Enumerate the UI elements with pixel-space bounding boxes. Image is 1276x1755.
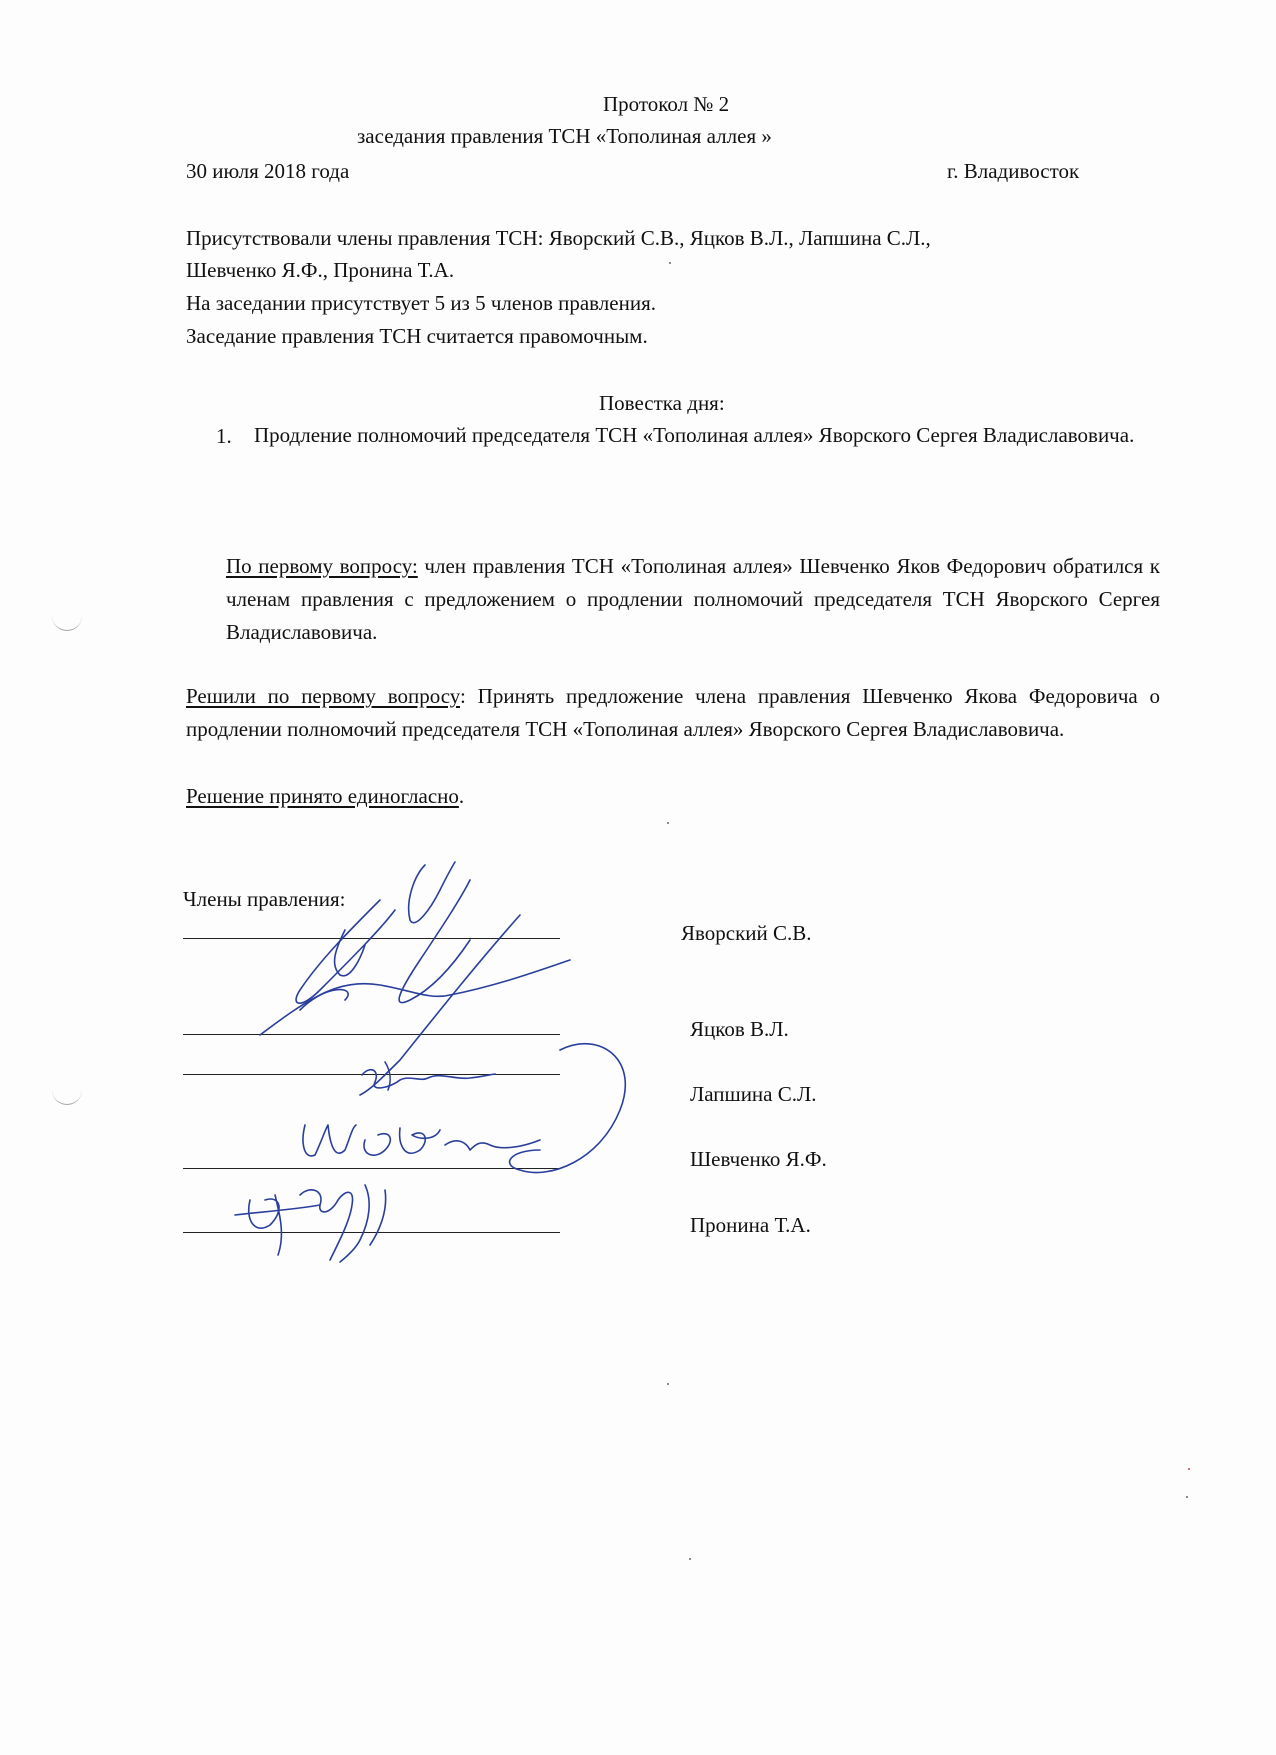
scan-speck <box>1186 1496 1188 1498</box>
attendance-line-2: Шевченко Я.Ф., Пронина Т.А. <box>186 258 455 282</box>
member-name: Лапшина С.Л. <box>690 1082 817 1106</box>
agenda-heading: Повестка дня: <box>599 391 725 415</box>
scan-speck <box>1188 1468 1190 1470</box>
signature-line <box>183 1074 560 1075</box>
agenda-item-text: Продление полномочий председателя ТСН «Тополиная аллея» Яворского Сергея Владиславовича. <box>254 423 1135 447</box>
signature-line <box>183 1034 560 1035</box>
decision-text: : Принять предложение члена правления Шевченко Якова Федоровича о продлении полномочий председателя ТСН «Тополиная аллея» Яворского Сергея Владиславовича. <box>186 684 1161 741</box>
document-subtitle: заседания правления ТСН «Тополиная аллея » <box>357 124 772 148</box>
member-name: Пронина Т.А. <box>690 1213 811 1237</box>
attendance-line-3: На заседании присутствует 5 из 5 членов правления. <box>186 291 656 315</box>
first-question-paragraph <box>226 550 1160 649</box>
scan-speck <box>689 1558 691 1560</box>
agenda-item-number: 1. <box>216 424 232 448</box>
scan-speck <box>667 1383 669 1385</box>
document-title: Протокол № 2 <box>603 92 730 116</box>
first-question-text: член правления ТСН «Тополиная аллея» Шевченко Яков Федорович обратился к членам правления с предложением о продлении полномочий председателя ТСН Яворского Сергея Владиславовича. <box>226 554 1160 644</box>
document-date: 30 июля 2018 года <box>186 159 350 183</box>
scan-speck <box>669 262 671 264</box>
decision-paragraph <box>186 680 1160 746</box>
punch-hole-mark <box>52 1090 82 1105</box>
first-question-label: По первому вопросу: <box>226 554 418 578</box>
decision-label: Решили по первому вопросу <box>186 684 461 708</box>
signature-line <box>183 938 560 939</box>
punch-hole-mark <box>52 616 82 631</box>
member-name: Шевченко Я.Ф. <box>690 1147 827 1171</box>
document-city: г. Владивосток <box>947 159 1080 183</box>
attendance-line-1: Присутствовали члены правления ТСН: Яворский С.В., Яцков В.Л., Лапшина С.Л., <box>186 226 931 250</box>
decision-unanimous <box>186 780 464 812</box>
attendance-line-4: Заседание правления ТСН считается правомочным. <box>186 324 648 348</box>
decision-unanimous-label: Решение принято единогласно <box>186 784 459 808</box>
members-heading: Члены правления: <box>183 887 346 911</box>
signature-line <box>183 1232 560 1233</box>
member-name: Яцков В.Л. <box>690 1017 789 1041</box>
signature-line <box>183 1168 560 1169</box>
decision-unanimous-suffix: . <box>458 784 465 808</box>
member-name: Яворский С.В. <box>681 921 812 945</box>
scan-speck <box>667 822 669 824</box>
